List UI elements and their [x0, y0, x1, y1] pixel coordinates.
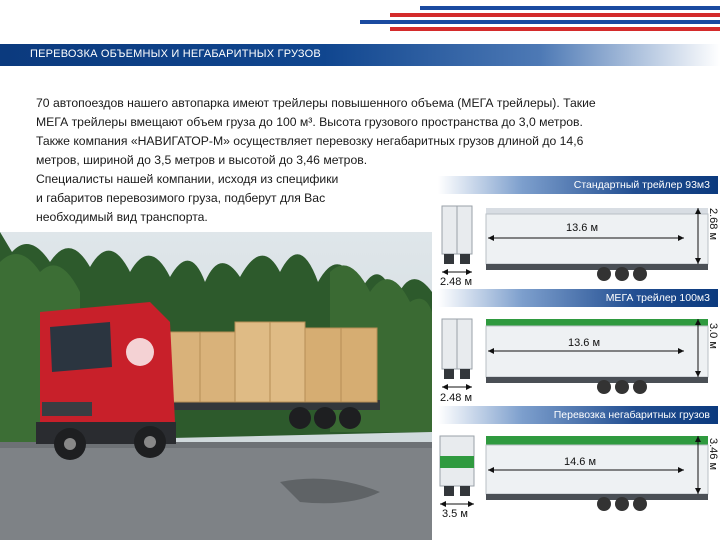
standard-trailer-diagram [436, 196, 720, 292]
intro-line: метров, шириной до 3,5 метров и высотой до 3,46 метров. [36, 153, 368, 167]
standard-trailer-header [438, 176, 718, 194]
intro-line: МЕГА трейлеры вмещают объем груза до 100 м³. Высота грузового пространства до 3,0 метров. [36, 115, 583, 129]
page-title: ПЕРЕВОЗКА ОБЪЕМНЫХ И НЕГАБАРИТНЫХ ГРУЗОВ [30, 48, 321, 60]
mega-trailer-header [438, 289, 718, 307]
intro-line: необходимый вид транспорта. [36, 210, 208, 224]
width-label: 2.48 м [440, 276, 473, 288]
truck-photo [0, 232, 432, 540]
intro-line: 70 автопоездов нашего автопарка имеют трейлеры повышенного объема (МЕГА трейлеры). Такие [36, 96, 596, 110]
oversized-trailer-diagram [436, 426, 720, 522]
length-label: 14.6 м [564, 456, 597, 468]
intro-line: Специалисты нашей компании, исходя из специфики [36, 172, 339, 186]
trailer-title: Стандартный трейлер 93м3 [573, 179, 710, 191]
height-label: 3.46 м [707, 438, 719, 471]
intro-line: и габаритов перевозимого груза, подберут для Вас [36, 191, 326, 205]
height-label: 2.68 м [707, 208, 719, 241]
intro-line: Также компания «НАВИГАТОР-М» осуществляет перевозку негабаритных грузов длиной до 14,6 [36, 134, 584, 148]
header-bar [0, 44, 720, 66]
trailer-title: МЕГА трейлер 100м3 [605, 292, 710, 304]
trailer-title: Перевозка негабаритных грузов [553, 409, 710, 421]
width-label: 3.5 м [442, 508, 468, 520]
length-label: 13.6 м [568, 337, 601, 349]
length-label: 13.6 м [566, 222, 599, 234]
height-label: 3.0 м [707, 323, 719, 349]
mega-trailer-diagram [436, 309, 720, 405]
oversized-cargo-header [438, 406, 718, 424]
width-label: 2.48 м [440, 392, 473, 404]
top-stripes [0, 0, 720, 40]
